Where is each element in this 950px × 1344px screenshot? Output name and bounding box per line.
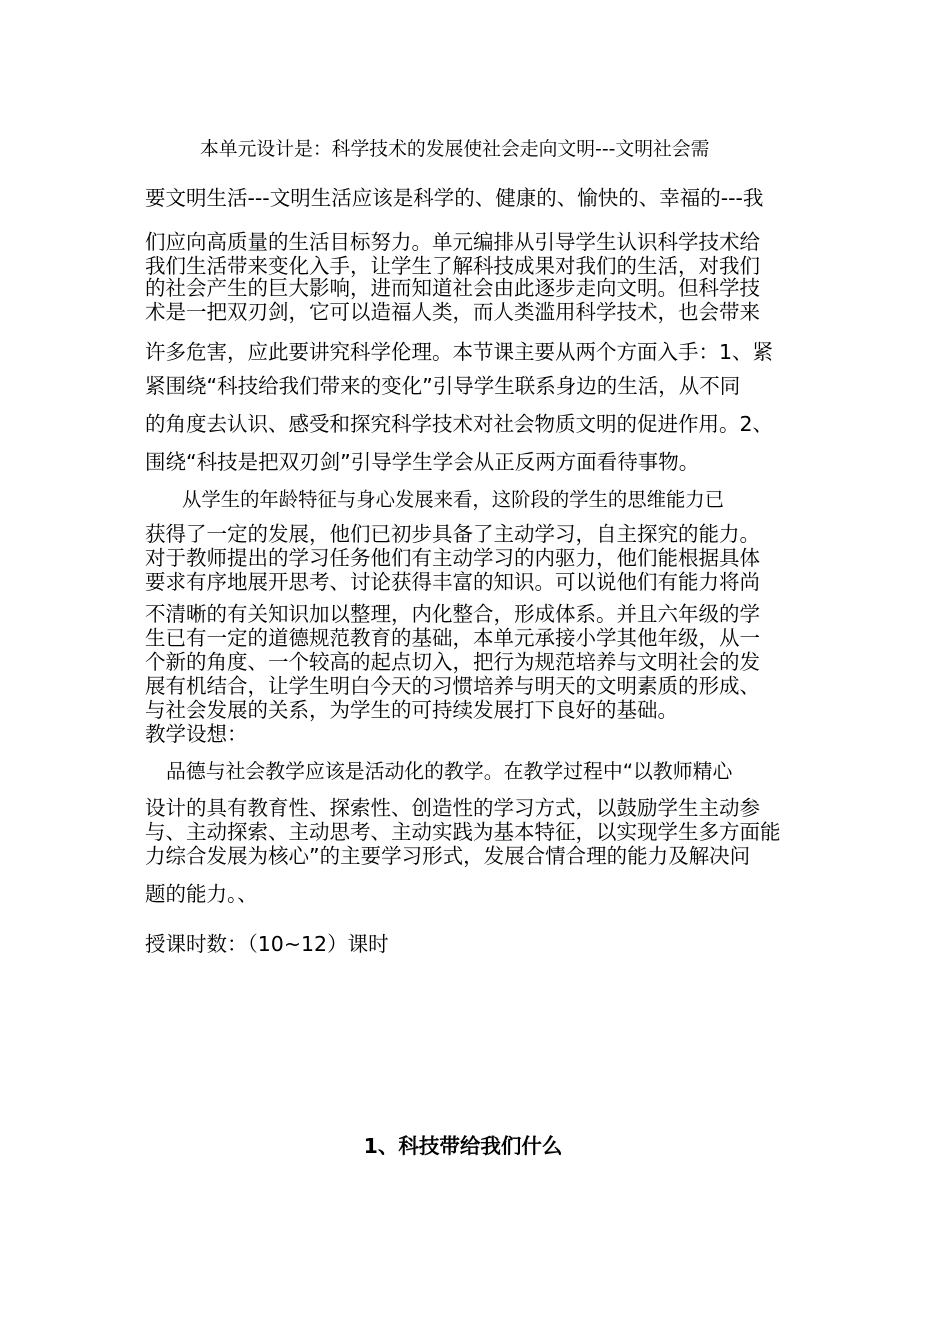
text-line: 的社会产生的巨大影响，进而知道社会由此逐步走向文明。但科学技 bbox=[145, 276, 760, 300]
text-line: 紧围绕“科技给我们带来的变化”引导学生联系身边的生活，从不同 bbox=[145, 374, 741, 398]
text-line: 们应向高质量的生活目标努力。单元编排从引导学生认识科学技术给 bbox=[145, 230, 760, 254]
text-line: 对于教师提出的学习任务他们有主动学习的内驱力，他们能根据具体 bbox=[145, 546, 760, 570]
text-line: 的角度去认识、感受和探究科学技术对社会物质文明的促进作用。2、 bbox=[145, 412, 774, 436]
text-line: 个新的角度、一个较高的起点切入，把行为规范培养与文明社会的发 bbox=[145, 650, 760, 674]
text-line: 与社会发展的关系，为学生的可持续发展打下良好的基础。 bbox=[145, 698, 678, 722]
text-line: 力综合发展为核心”的主要学习形式，发展合情合理的能力及解决问 bbox=[145, 844, 751, 868]
text-line: 展有机结合，让学生明白今天的习惯培养与明天的文明素质的形成、 bbox=[145, 674, 760, 698]
teaching-idea-label: 教学设想： bbox=[145, 722, 248, 746]
text-line: 品德与社会教学应该是活动化的教学。在教学过程中“以教师精心 bbox=[166, 760, 733, 783]
text-line: 术是一把双刃剑，它可以造福人类，而人类滥用科学技术，也会带来 bbox=[145, 300, 760, 324]
class-hours: 授课时数：（10~12）课时 bbox=[145, 932, 389, 956]
text-line: 题的能力。、 bbox=[145, 882, 258, 906]
text-line: 从学生的年龄特征与身心发展来看，这阶段的学生的思维能力已 bbox=[182, 488, 725, 511]
text-line: 与、主动探索、主动思考、主动实践为基本特征，以实现学生多方面能 bbox=[145, 820, 781, 844]
text-line: 围绕“科技是把双刃剑”引导学生学会从正反两方面看待事物。 bbox=[145, 450, 700, 474]
text-line: 许多危害，应此要讲究科学伦理。本节课主要从两个方面入手：1、紧 bbox=[145, 340, 774, 364]
text-line: 要求有序地展开思考、讨论获得丰富的知识。可以说他们有能力将尚 bbox=[145, 570, 760, 594]
text-line: 本单元设计是：科学技术的发展使社会走向文明---文明社会需 bbox=[200, 139, 710, 160]
text-line: 不清晰的有关知识加以整理，内化整合，形成体系。并且六年级的学 bbox=[145, 602, 760, 626]
section-title: 1、科技带给我们什么 bbox=[363, 1134, 563, 1158]
text-line: 设计的具有教育性、探索性、创造性的学习方式，以鼓励学生主动参 bbox=[145, 796, 760, 820]
text-line: 要文明生活---文明生活应该是科学的、健康的、愉快的、幸福的---我 bbox=[145, 186, 764, 210]
text-line: 我们生活带来变化入手，让学生了解科技成果对我们的生活，对我们 bbox=[145, 254, 760, 278]
text-line: 获得了一定的发展，他们已初步具备了主动学习，自主探究的能力。 bbox=[145, 522, 760, 546]
text-line: 生已有一定的道德规范教育的基础，本单元承接小学其他年级，从一 bbox=[145, 626, 760, 650]
